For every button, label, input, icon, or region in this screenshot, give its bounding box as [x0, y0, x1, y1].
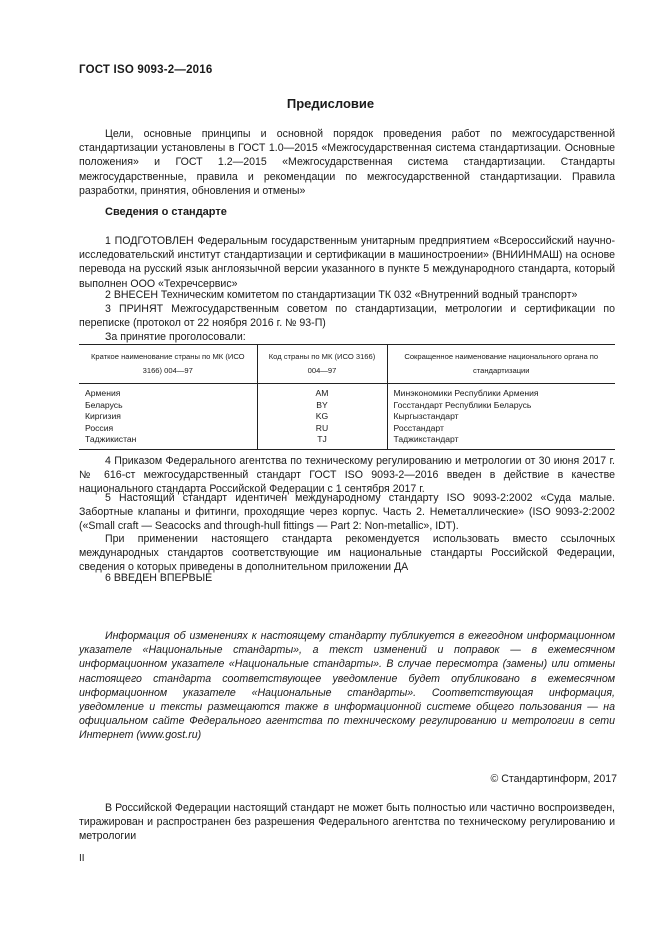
table-cell-country: Армения — [85, 388, 121, 398]
table-row — [79, 434, 615, 449]
column-header-code: Код страны по МК (ИСО 3166) 004—97 — [257, 345, 387, 384]
table-cell-code: TJ — [257, 434, 387, 449]
table-cell-country: Киргизия — [85, 411, 121, 422]
column-header-body: Сокращенное наименование национального органа по стандартизации — [387, 345, 615, 384]
changes-info-paragraph: Информация об изменениях к настоящему стандарту публикуется в ежегодном информационном указателе «Национальные стандарты», а текст изменений и поправок — в ежемесячном информационном указателе «Национальные стандарты». В случае пересмотра (замены) или отмены настоящего стандарта соответствующее уведомление будет опубликовано в ежемесячном информационном указателе «Национальные стандарты». Соответствующая информация, уведомление и тексты размещаются также в информационной системе общего пользования — на официальном сайте Федерального агентства по техническому регулированию и метрологии в сети Интернет (www.gost.ru) — [79, 630, 615, 742]
vote-label: За принятие проголосовали: — [105, 331, 246, 343]
item-3-paragraph: 3 ПРИНЯТ Межгосударственным советом по стандартизации, метрологии и сертификации по переписке (протокол от 22 ноября 2016 г. № 93-П) — [79, 303, 615, 330]
table-cell-code: RU — [257, 423, 387, 435]
table-row — [79, 411, 615, 423]
table-cell-body: Росстандарт — [387, 423, 615, 435]
table-cell-code: KG — [257, 411, 387, 423]
intro-paragraph: Цели, основные принципы и основной порядок проведения работ по межгосударственной стандартизации установлены в ГОСТ 1.0—2015 «Межгосударственная система стандартизации. Основные положения» и ГОСТ 1.2—2015 «Межгосударственная система стандартизации. Стандарты межгосударственные, правила и рекомендации по межгосударственной стандартизации. Правила разработки, принятия, обновления и отмены» — [79, 128, 615, 197]
table-row — [79, 384, 615, 400]
page-number: II — [79, 853, 85, 864]
table-cell-body: Госстандарт Республики Беларусь — [387, 400, 615, 412]
table-cell-body: Кыргызстандарт — [387, 411, 615, 423]
item-5-paragraph: 5 Настоящий стандарт идентичен международному стандарту ISO 9093-2:2002 «Суда малые. Забортные клапаны и фитинги, проходящие через корпус. Часть 2. Неметаллические» (ISO 9093-2:2002 («Small craft — Seacocks and through-hull fittings — Part 2: Non-metallic», IDT). — [79, 492, 615, 533]
table-cell-code: BY — [257, 400, 387, 412]
table-row — [79, 423, 615, 435]
document-header: ГОСТ ISO 9093-2—2016 — [79, 64, 213, 76]
item-2-paragraph: 2 ВНЕСЕН Техническим комитетом по стандартизации ТК 032 «Внутренний водный транспорт» — [105, 289, 578, 301]
countries-table — [79, 344, 615, 450]
table-row — [79, 400, 615, 412]
table-header-row — [79, 345, 615, 384]
page-title: Предисловие — [286, 96, 375, 111]
table-cell-code: AM — [257, 384, 387, 400]
copyright-line: © Стандартинформ, 2017 — [490, 773, 617, 785]
item-6-paragraph: 6 ВВЕДЕН ВПЕРВЫЕ — [105, 572, 213, 584]
reproduction-notice: В Российской Федерации настоящий стандарт не может быть полностью или частично воспроизведен, тиражирован и распространен без разрешения Федерального агентства по техническому регулированию и метрологии — [79, 802, 615, 843]
table-cell-body: Минэкономики Республики Армения — [387, 384, 615, 400]
item-4-paragraph: 4 Приказом Федерального агентства по техническому регулированию и метрологии от 30 июня 2017 г. № 616-ст межгосударственный стандарт ГОСТ ISO 9093-2—2016 введен в действие в качестве национального стандарта Российской Федерации с 1 сентября 2017 г. — [79, 455, 615, 496]
item-5-note-paragraph: При применении настоящего стандарта рекомендуется использовать вместо ссылочных международных стандартов соответствующие им национальные стандарты Российской Федерации, сведения о которых приведены в дополнительном приложении ДА — [79, 533, 615, 574]
section-heading: Сведения о стандарте — [105, 206, 227, 218]
table-cell-country: Таджикистан — [79, 434, 257, 449]
table-cell-body: Таджикстандарт — [387, 434, 615, 449]
item-1-paragraph: 1 ПОДГОТОВЛЕН Федеральным государственным унитарным предприятием «Всероссийский научно-исследовательский институт стандартизации и сертификации в машиностроении» (ВНИИНМАШ) на основе перевода на русский язык англоязычной версии указанного в пункте 5 международного стандарта, который выполнен ООО «Техречсервис» — [79, 235, 615, 290]
table-cell-country: Беларусь — [85, 399, 123, 410]
table-cell-country: Россия — [85, 422, 114, 433]
column-header-country: Краткое наименование страны по МК (ИСО 3166) 004—97 — [79, 345, 257, 384]
